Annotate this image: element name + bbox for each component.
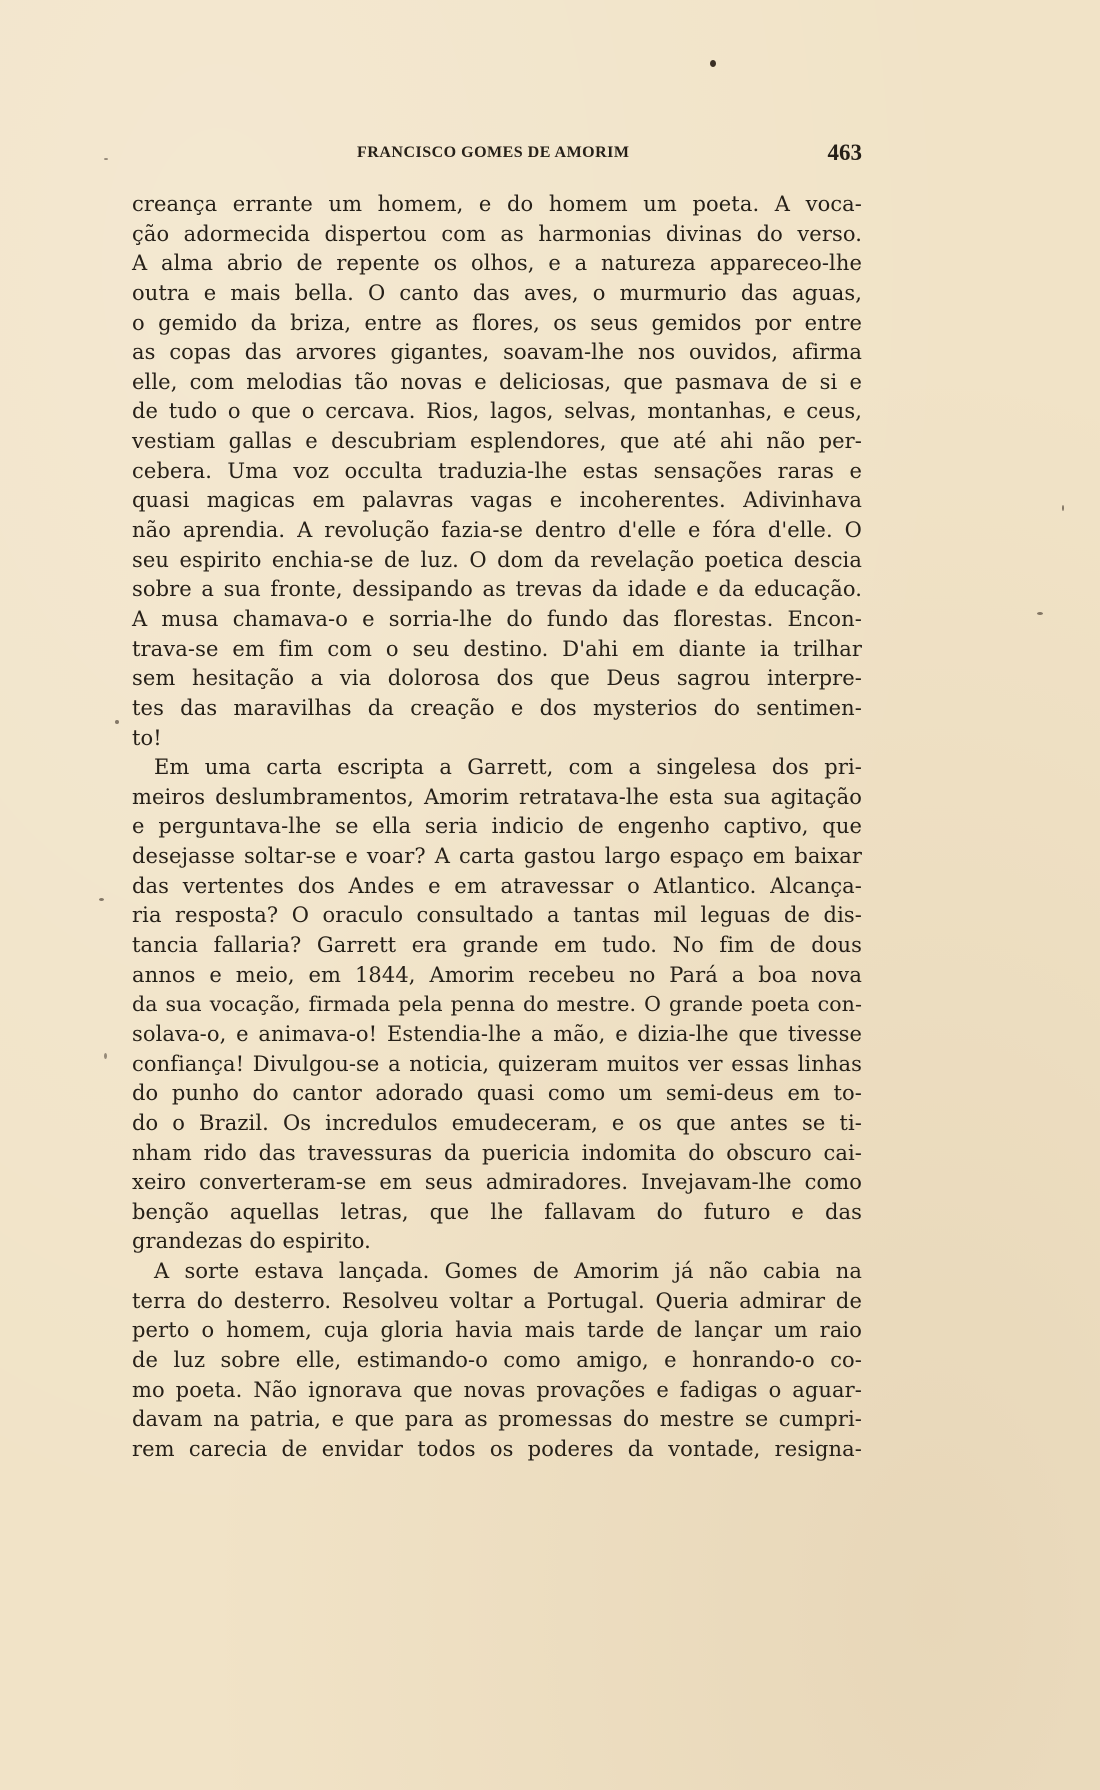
text-line: annos e meio, em 1844, Amorim recebeu no Pará a boa nova — [132, 962, 862, 987]
text-line: o gemido da briza, entre as flores, os seus gemidos por entre — [132, 310, 862, 335]
text-line: de luz sobre elle, estimando-o como amigo, e honrando-o co- — [132, 1347, 862, 1372]
text-line: to! — [132, 725, 162, 750]
text-line: nham rido das travessuras da puericia indomita do obscuro cai- — [132, 1140, 862, 1165]
text-line: creança errante um homem, e do homem um poeta. A voca- — [132, 192, 862, 216]
page-header — [132, 140, 862, 174]
text-line: ção adormecida dispertou com as harmonias divinas do verso. — [132, 221, 862, 246]
text-line: tes das maravilhas da creação e dos mysterios do sentimen- — [132, 695, 862, 720]
ink-speck — [1037, 612, 1043, 615]
text-line: tancia fallaria? Garrett era grande em tudo. No fim de dous — [132, 933, 862, 958]
text-line: benção aquellas letras, que lhe fallavam do futuro e das — [132, 1199, 862, 1224]
text-line: xeiro converteram-se em seus admiradores. Invejavam-lhe como — [132, 1170, 862, 1195]
text-line: outra e mais bella. O canto das aves, o murmurio das aguas, — [132, 280, 862, 305]
text-line: grandezas do espirito. — [132, 1229, 371, 1254]
text-line: sem hesitação a via dolorosa dos que Deus sagrou interpre- — [132, 666, 862, 691]
ink-speck — [1062, 505, 1064, 511]
ink-speck — [99, 898, 104, 901]
text-line: seu espirito enchia-se de luz. O dom da revelação poetica descia — [132, 547, 862, 572]
text-line: da sua vocação, firmada pela penna do mestre. O grande poeta con- — [132, 992, 862, 1017]
text-line: trava-se em fim com o seu destino. D'ahi em diante ia trilhar — [132, 636, 862, 661]
body-text — [132, 190, 862, 1465]
ink-speck — [104, 1053, 107, 1059]
text-line: vestiam gallas e descubriam esplendores, que até ahi não per- — [132, 429, 862, 454]
text-line: ria resposta? O oraculo consultado a tantas mil leguas de dis- — [132, 903, 862, 928]
text-line: de tudo o que o cercava. Rios, lagos, selvas, montanhas, e ceus, — [132, 399, 862, 424]
text-line: mo poeta. Não ignorava que novas provações e fadigas o aguar- — [132, 1377, 862, 1402]
text-line: elle, com melodias tão novas e deliciosas, que pasmava de si e — [132, 369, 862, 394]
text-line: A alma abrio de repente os olhos, e a natureza appareceo-lhe — [132, 251, 862, 276]
text-line: perto o homem, cuja gloria havia mais tarde de lançar um raio — [132, 1318, 862, 1343]
text-line: meiros deslumbramentos, Amorim retratava-lhe esta sua agitação — [132, 784, 862, 809]
text-line: davam na patria, e que para as promessas do mestre se cumpri- — [132, 1407, 862, 1432]
text-line: desejasse soltar-se e voar? A carta gastou largo espaço em baixar — [132, 844, 862, 869]
running-head: FRANCISCO GOMES DE AMORIM — [357, 144, 630, 161]
text-line: terra do desterro. Resolveu voltar a Portugal. Queria admirar de — [132, 1288, 862, 1313]
page-number: 463 — [827, 140, 862, 165]
text-line: solava-o, e animava-o! Estendia-lhe a mão, e dizia-lhe que tivesse — [132, 1021, 862, 1046]
text-line: sobre a sua fronte, dessipando as trevas da idade e da educação. — [132, 577, 862, 602]
text-line: das vertentes dos Andes e em atravessar o Atlantico. Alcança- — [132, 873, 862, 898]
text-line: do punho do cantor adorado quasi como um semi-deus em to- — [132, 1081, 862, 1106]
text-line: Em uma carta escripta a Garrett, com a singelesa dos pri- — [154, 755, 862, 780]
text-line: do o Brazil. Os incredulos emudeceram, e os que antes se ti- — [132, 1110, 862, 1135]
ink-speck — [115, 720, 119, 724]
text-line: as copas das arvores gigantes, soavam-lhe nos ouvidos, afirma — [132, 340, 862, 365]
text-line: confiança! Divulgou-se a noticia, quizeram muitos ver essas linhas — [132, 1051, 862, 1076]
text-line: e perguntava-lhe se ella seria indicio de engenho captivo, que — [132, 814, 862, 839]
text-line: A sorte estava lançada. Gomes de Amorim já não cabia na — [154, 1259, 862, 1284]
ink-speck — [710, 60, 716, 67]
ink-speck — [104, 158, 108, 160]
text-line: rem carecia de envidar todos os poderes da vontade, resigna- — [132, 1436, 862, 1461]
text-line: A musa chamava-o e sorria-lhe do fundo das florestas. Encon- — [132, 606, 862, 631]
text-line: quasi magicas em palavras vagas e incoherentes. Adivinhava — [132, 488, 862, 513]
text-line: não aprendia. A revolução fazia-se dentro d'elle e fóra d'elle. O — [132, 518, 862, 543]
text-line: cebera. Uma voz occulta traduzia-lhe estas sensações raras e — [132, 458, 862, 483]
